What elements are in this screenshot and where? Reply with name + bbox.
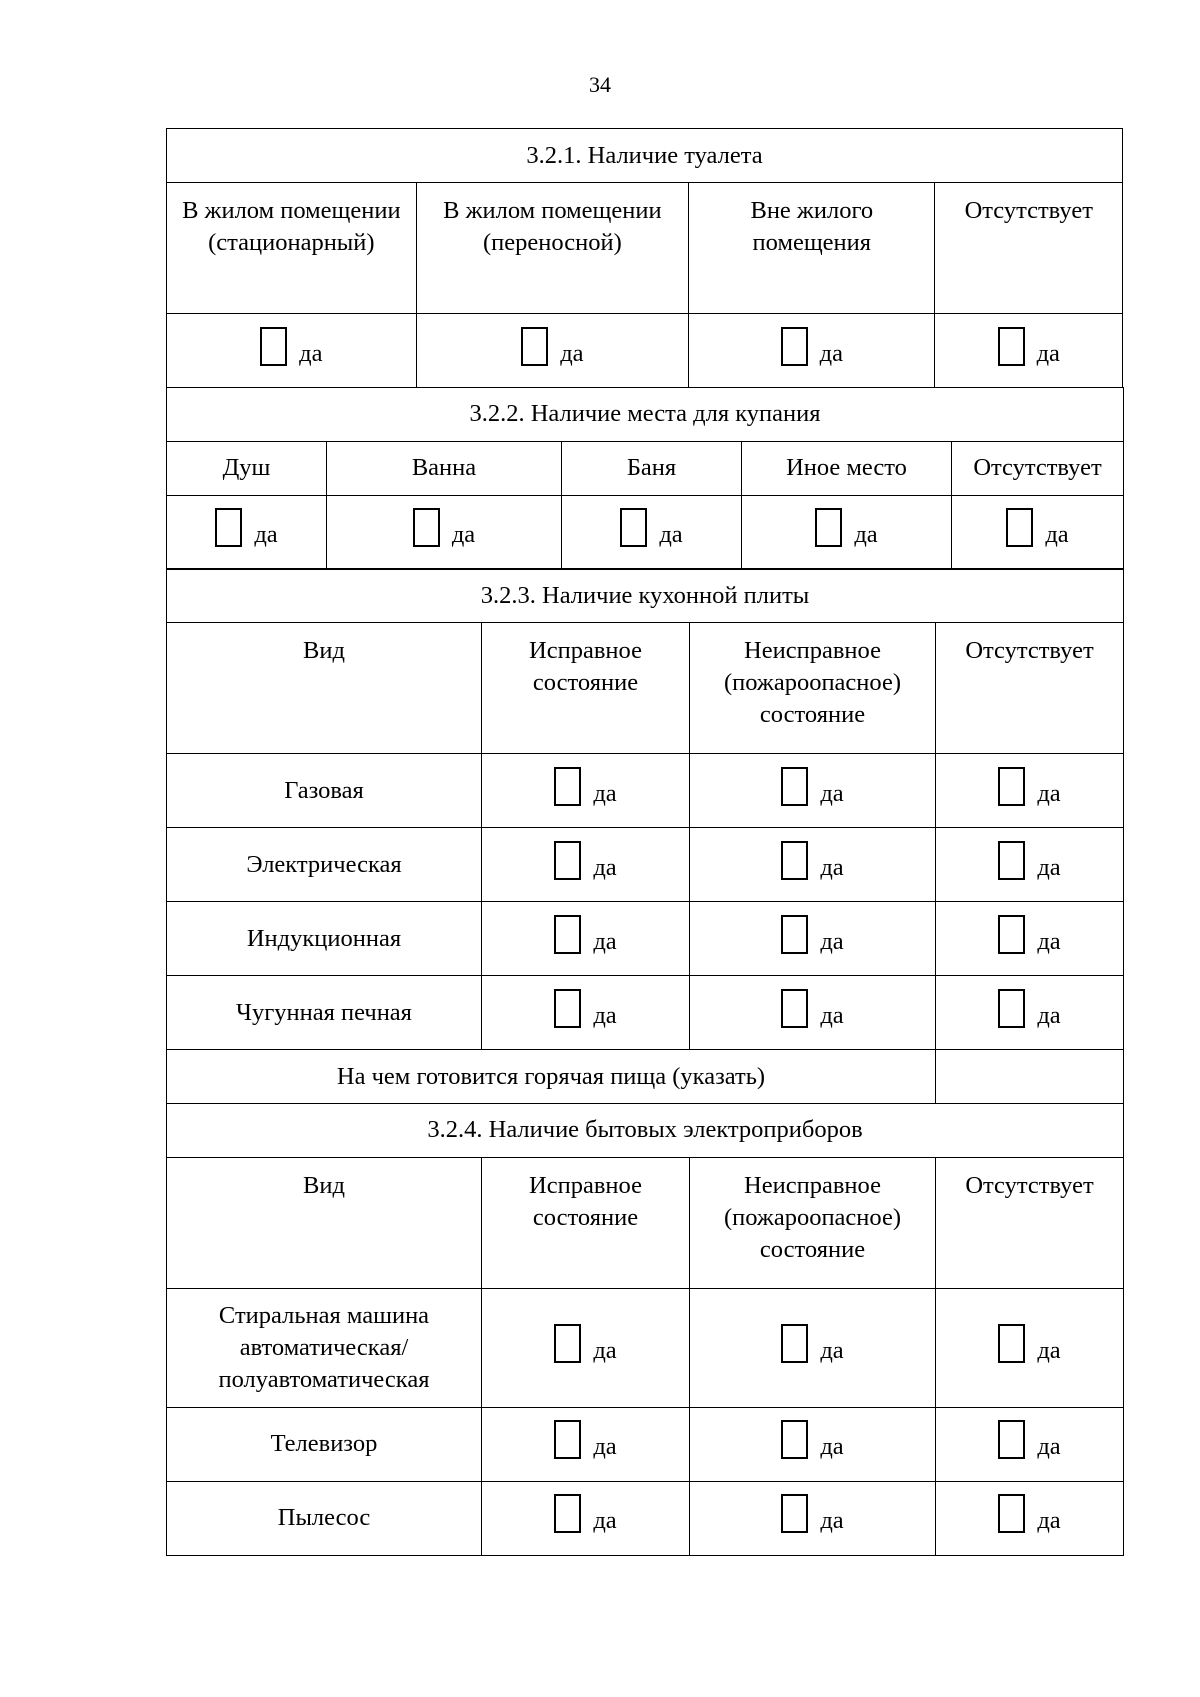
row-label: Чугунная печная [167,976,482,1050]
checkbox-square[interactable] [1006,508,1033,547]
checkbox-square[interactable] [554,767,581,806]
checkbox-label: да [1037,1336,1061,1364]
checkbox-label: да [451,521,476,548]
column-header: Вид [167,1157,482,1288]
checkbox-label: да [659,521,683,548]
checkbox-cell [936,754,1124,828]
page-number: 34 [589,72,611,97]
checkbox-label: да [820,1507,844,1534]
checkbox-cell [482,754,690,828]
checkbox-cell [482,1481,690,1555]
checkbox-cell [690,828,936,902]
checkbox-cell [482,828,690,902]
checkbox-square[interactable] [998,989,1025,1028]
checkbox-label: да [593,1001,617,1029]
checkbox-cell [482,1407,690,1481]
column-header: Баня [562,441,742,495]
column-header: Вид [167,623,482,754]
column-header: Вне жилого помещения [689,183,935,314]
checkbox-square[interactable] [554,1494,581,1533]
yes-checkbox[interactable] [781,841,843,880]
row-label: Электрическая [167,828,482,902]
section-title: 3.2.1. Наличие туалета [167,129,1123,183]
checkbox-label: да [1045,521,1069,548]
column-header: Исправное состояние [482,1157,690,1288]
checkbox-square[interactable] [781,1494,808,1533]
row-label: Пылесос [167,1481,482,1555]
checkbox-cell [690,1288,936,1407]
checkbox-label: да [560,339,584,367]
yes-checkbox[interactable] [998,327,1060,366]
checkbox-label: да [1036,339,1060,367]
column-header: В жилом помещении (переносной) [416,183,689,314]
checkbox-cell [482,1288,690,1407]
checkbox-label: да [820,1336,844,1364]
checkbox-label: да [819,339,843,367]
checkbox-label: да [1037,1433,1061,1460]
checkbox-square[interactable] [998,841,1025,880]
checkbox-label: да [820,927,844,955]
checkbox-square[interactable] [781,767,808,806]
checkbox-square[interactable] [521,327,548,366]
column-header: Неисправное (пожароопасное) состояние [690,623,936,754]
checkbox-cell [936,1407,1124,1481]
yes-checkbox[interactable] [521,327,583,366]
column-header: Иное место [742,441,952,495]
checkbox-cell [689,314,935,388]
checkbox-square[interactable] [554,1420,581,1459]
hot-food-answer-field[interactable] [936,1050,1124,1104]
checkbox-square[interactable] [815,508,842,547]
checkbox-label: да [593,1336,617,1364]
checkbox-cell [690,1407,936,1481]
yes-checkbox[interactable] [998,1324,1060,1363]
row-label: Индукционная [167,902,482,976]
checkbox-square[interactable] [998,1420,1025,1459]
checkbox-square[interactable] [998,767,1025,806]
checkbox-square[interactable] [554,915,581,954]
checkbox-square[interactable] [413,508,440,547]
section-title: 3.2.3. Наличие кухонной плиты [167,569,1124,623]
housing-survey-form [166,128,1123,1556]
checkbox-cell [167,495,327,569]
checkbox-square[interactable] [260,327,287,366]
checkbox-label: да [1037,1001,1061,1029]
checkbox-label: да [593,1433,617,1460]
yes-checkbox[interactable] [998,915,1060,954]
column-header: В жилом помещении (стационарный) [167,183,417,314]
yes-checkbox[interactable] [998,841,1060,880]
yes-checkbox[interactable] [998,1420,1060,1459]
yes-checkbox[interactable] [554,1494,616,1533]
checkbox-cell [562,495,742,569]
yes-checkbox[interactable] [998,767,1060,806]
checkbox-label: да [1037,1507,1061,1534]
checkbox-square[interactable] [998,1324,1025,1363]
checkbox-cell [482,976,690,1050]
column-header: Отсутствует [952,441,1124,495]
column-header: Отсутствует [936,1157,1124,1288]
checkbox-label: да [1037,853,1061,881]
checkbox-cell [416,314,689,388]
checkbox-label: да [1037,927,1061,955]
yes-checkbox[interactable] [620,508,682,547]
checkbox-square[interactable] [998,915,1025,954]
column-header: Ванна [327,441,562,495]
column-header: Отсутствует [936,623,1124,754]
checkbox-cell [936,902,1124,976]
checkbox-label: да [593,1507,617,1534]
column-header: Исправное состояние [482,623,690,754]
checkbox-square[interactable] [781,915,808,954]
checkbox-label: да [593,779,617,807]
checkbox-cell [742,495,952,569]
bathing-section [166,387,1124,570]
yes-checkbox[interactable] [781,1494,843,1533]
yes-checkbox[interactable] [781,989,843,1028]
checkbox-square[interactable] [781,1420,808,1459]
yes-checkbox[interactable] [781,327,843,366]
checkbox-cell [936,828,1124,902]
checkbox-label: да [820,1001,844,1029]
checkbox-square[interactable] [781,1324,808,1363]
yes-checkbox[interactable] [413,508,475,547]
section-title: 3.2.2. Наличие места для купания [167,387,1124,441]
yes-checkbox[interactable] [260,327,322,366]
checkbox-square[interactable] [620,508,647,547]
checkbox-square[interactable] [998,1494,1025,1533]
checkbox-cell [690,976,936,1050]
checkbox-label: да [299,339,323,367]
yes-checkbox[interactable] [554,1420,616,1459]
checkbox-label: да [820,853,844,881]
checkbox-label: да [254,521,278,548]
yes-checkbox[interactable] [781,1324,843,1363]
toilet-section [166,128,1123,388]
checkbox-cell [952,495,1124,569]
checkbox-square[interactable] [781,841,808,880]
checkbox-square[interactable] [554,841,581,880]
row-label: Стиральная машина автоматическая/ полуавтоматическая [167,1288,482,1407]
column-header: Душ [167,441,327,495]
checkbox-cell [690,1481,936,1555]
yes-checkbox[interactable] [781,767,843,806]
checkbox-cell [936,976,1124,1050]
yes-checkbox[interactable] [554,1324,616,1363]
yes-checkbox[interactable] [554,989,616,1028]
yes-checkbox[interactable] [1006,508,1068,547]
checkbox-label: да [820,779,844,807]
column-header: Неисправное (пожароопасное) состояние [690,1157,936,1288]
checkbox-cell [936,1288,1124,1407]
checkbox-square[interactable] [998,327,1025,366]
appliances-section [166,1103,1124,1556]
yes-checkbox[interactable] [998,1494,1060,1533]
yes-checkbox[interactable] [215,508,277,547]
checkbox-cell [482,902,690,976]
yes-checkbox[interactable] [998,989,1060,1028]
row-label: Телевизор [167,1407,482,1481]
checkbox-label: да [820,1433,844,1460]
section-title: 3.2.4. Наличие бытовых электроприборов [167,1103,1124,1157]
yes-checkbox[interactable] [554,767,616,806]
checkbox-cell [935,314,1123,388]
checkbox-cell [690,754,936,828]
yes-checkbox[interactable] [781,1420,843,1459]
checkbox-cell [327,495,562,569]
checkbox-square[interactable] [781,327,808,366]
checkbox-square[interactable] [554,989,581,1028]
checkbox-label: да [593,853,617,881]
checkbox-cell [936,1481,1124,1555]
checkbox-label: да [593,927,617,955]
yes-checkbox[interactable] [781,915,843,954]
checkbox-cell [690,902,936,976]
checkbox-cell [167,314,417,388]
column-header: Отсутствует [935,183,1123,314]
checkbox-square[interactable] [215,508,242,547]
checkbox-square[interactable] [781,989,808,1028]
yes-checkbox[interactable] [554,841,616,880]
yes-checkbox[interactable] [554,915,616,954]
stove-section [166,568,1124,1104]
checkbox-label: да [854,521,878,548]
row-label: Газовая [167,754,482,828]
yes-checkbox[interactable] [815,508,877,547]
hot-food-question: На чем готовится горячая пища (указать) [167,1050,936,1104]
checkbox-square[interactable] [554,1324,581,1363]
checkbox-label: да [1037,779,1061,807]
